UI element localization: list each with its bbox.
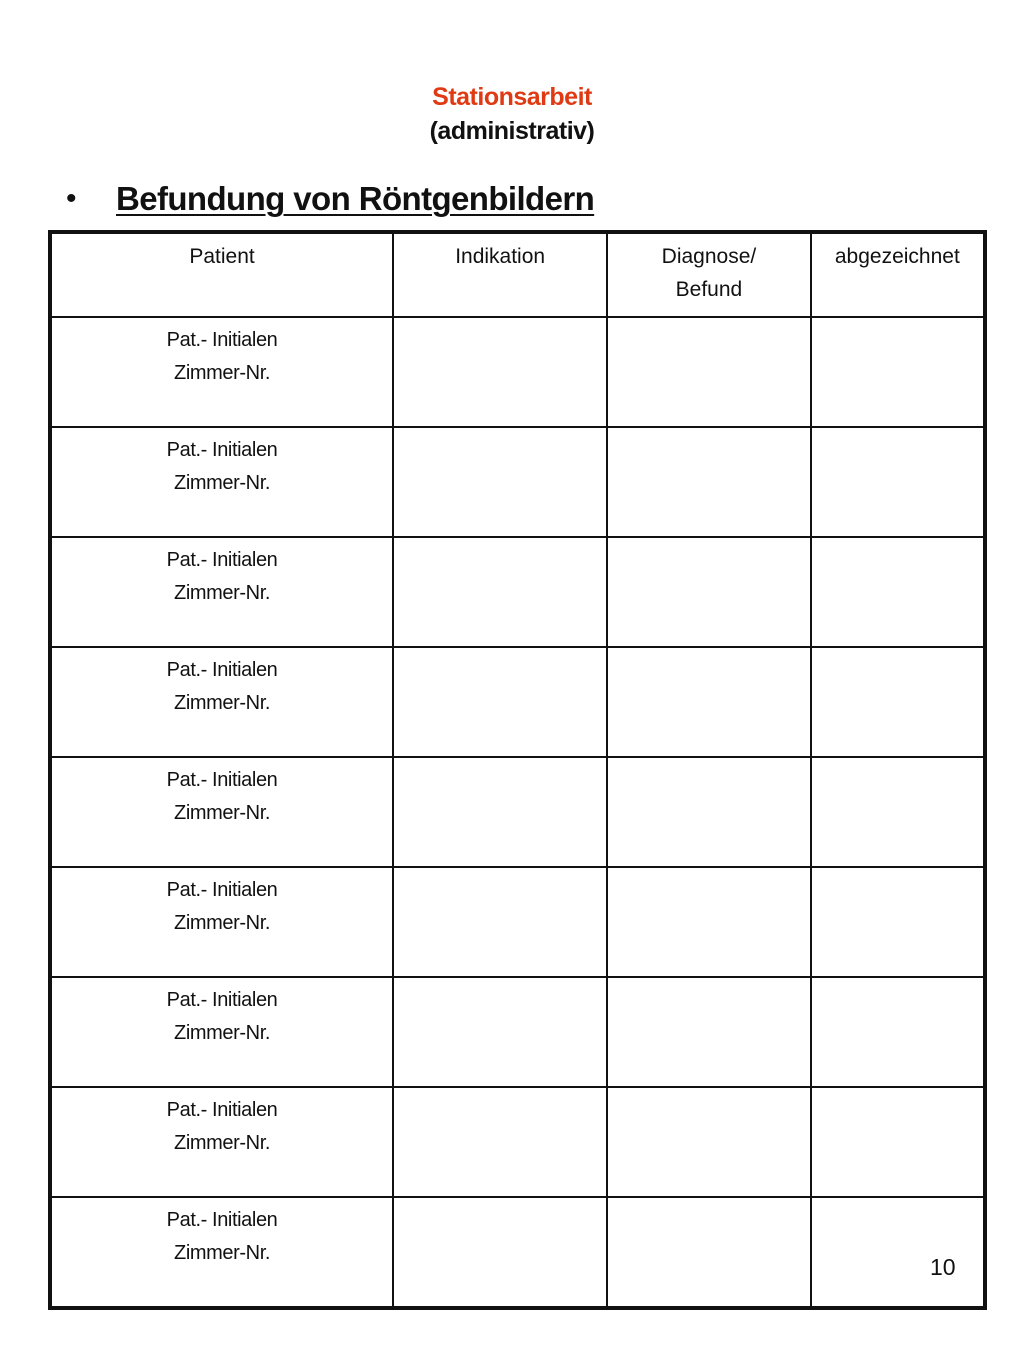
patient-initials-label: Pat.- Initialen [166,659,278,681]
abgezeichnet-cell[interactable] [811,427,985,537]
column-header-label: Indikation [455,245,546,268]
column-header-label: Patient [189,245,255,268]
room-number-label: Zimmer-Nr. [174,912,271,934]
patient-cell[interactable] [50,427,393,537]
patient-cell-text [52,758,392,830]
patient-cell-text [52,428,392,500]
patient-cell[interactable] [50,1087,393,1197]
patient-initials-label: Pat.- Initialen [166,769,278,791]
bullet-icon: • [66,182,77,215]
table-row [50,537,985,647]
indikation-cell[interactable] [393,1087,607,1197]
page-heading: Befundung von Röntgenbildern [116,180,595,217]
table-row [50,427,985,537]
patient-cell-text [52,1088,392,1160]
indikation-cell[interactable] [393,1197,607,1308]
roentgen-table [48,230,987,1310]
room-number-label: Zimmer-Nr. [174,1132,271,1154]
indikation-cell[interactable] [393,647,607,757]
indikation-cell[interactable] [393,867,607,977]
indikation-cell[interactable] [393,427,607,537]
column-header-patient [50,232,393,317]
patient-initials-label: Pat.- Initialen [166,1099,278,1121]
diagnose-cell[interactable] [607,537,810,647]
diagnose-cell[interactable] [607,757,810,867]
room-number-label: Zimmer-Nr. [174,362,271,384]
heading-row [66,176,594,222]
abgezeichnet-cell[interactable] [811,1197,985,1308]
patient-initials-label: Pat.- Initialen [166,879,278,901]
abgezeichnet-cell[interactable] [811,537,985,647]
patient-initials-label: Pat.- Initialen [166,1209,278,1231]
diagnose-cell[interactable] [607,427,810,537]
column-header-label: abgezeichnet [834,245,960,268]
column-header-abgezeichnet [811,232,985,317]
patient-cell-text [52,868,392,940]
room-number-label: Zimmer-Nr. [174,1242,271,1264]
table-header-row [50,232,985,317]
column-header-label: Diagnose/ [661,245,757,268]
patient-cell[interactable] [50,647,393,757]
patient-cell[interactable] [50,1197,393,1308]
room-number-label: Zimmer-Nr. [174,692,271,714]
patient-initials-label: Pat.- Initialen [166,439,278,461]
diagnose-cell[interactable] [607,1087,810,1197]
indikation-cell[interactable] [393,537,607,647]
section-subtitle: (administrativ) [429,117,595,145]
patient-cell-text [52,648,392,720]
patient-cell[interactable] [50,537,393,647]
room-number-label: Zimmer-Nr. [174,1022,271,1044]
indikation-cell[interactable] [393,977,607,1087]
table-row [50,757,985,867]
patient-cell[interactable] [50,867,393,977]
patient-initials-label: Pat.- Initialen [166,989,278,1011]
table-body [50,317,985,1308]
patient-cell[interactable] [50,317,393,427]
diagnose-cell[interactable] [607,647,810,757]
abgezeichnet-cell[interactable] [811,867,985,977]
diagnose-cell[interactable] [607,1197,810,1308]
abgezeichnet-cell[interactable] [811,647,985,757]
room-number-label: Zimmer-Nr. [174,582,271,604]
table-row [50,647,985,757]
column-header-label-line2: Befund [675,278,743,301]
table-row [50,1087,985,1197]
patient-initials-label: Pat.- Initialen [166,329,278,351]
patient-cell[interactable] [50,757,393,867]
patient-cell-text [52,318,392,390]
abgezeichnet-cell[interactable] [811,977,985,1087]
column-header-indikation [393,232,607,317]
table-row [50,977,985,1087]
diagnose-cell[interactable] [607,977,810,1087]
patient-cell-text [52,538,392,610]
abgezeichnet-cell[interactable] [811,1087,985,1197]
patient-cell[interactable] [50,977,393,1087]
page-header [0,80,1024,148]
table-row [50,317,985,427]
room-number-label: Zimmer-Nr. [174,802,271,824]
page-number: 10 [930,1254,956,1280]
patient-initials-label: Pat.- Initialen [166,549,278,571]
column-header-diagnose [607,232,810,317]
abgezeichnet-cell[interactable] [811,317,985,427]
indikation-cell[interactable] [393,317,607,427]
indikation-cell[interactable] [393,757,607,867]
patient-cell-text [52,1198,392,1270]
abgezeichnet-cell[interactable] [811,757,985,867]
section-title: Stationsarbeit [432,83,592,111]
diagnose-cell[interactable] [607,867,810,977]
diagnose-cell[interactable] [607,317,810,427]
table-row [50,1197,985,1308]
patient-cell-text [52,978,392,1050]
table-row [50,867,985,977]
room-number-label: Zimmer-Nr. [174,472,271,494]
